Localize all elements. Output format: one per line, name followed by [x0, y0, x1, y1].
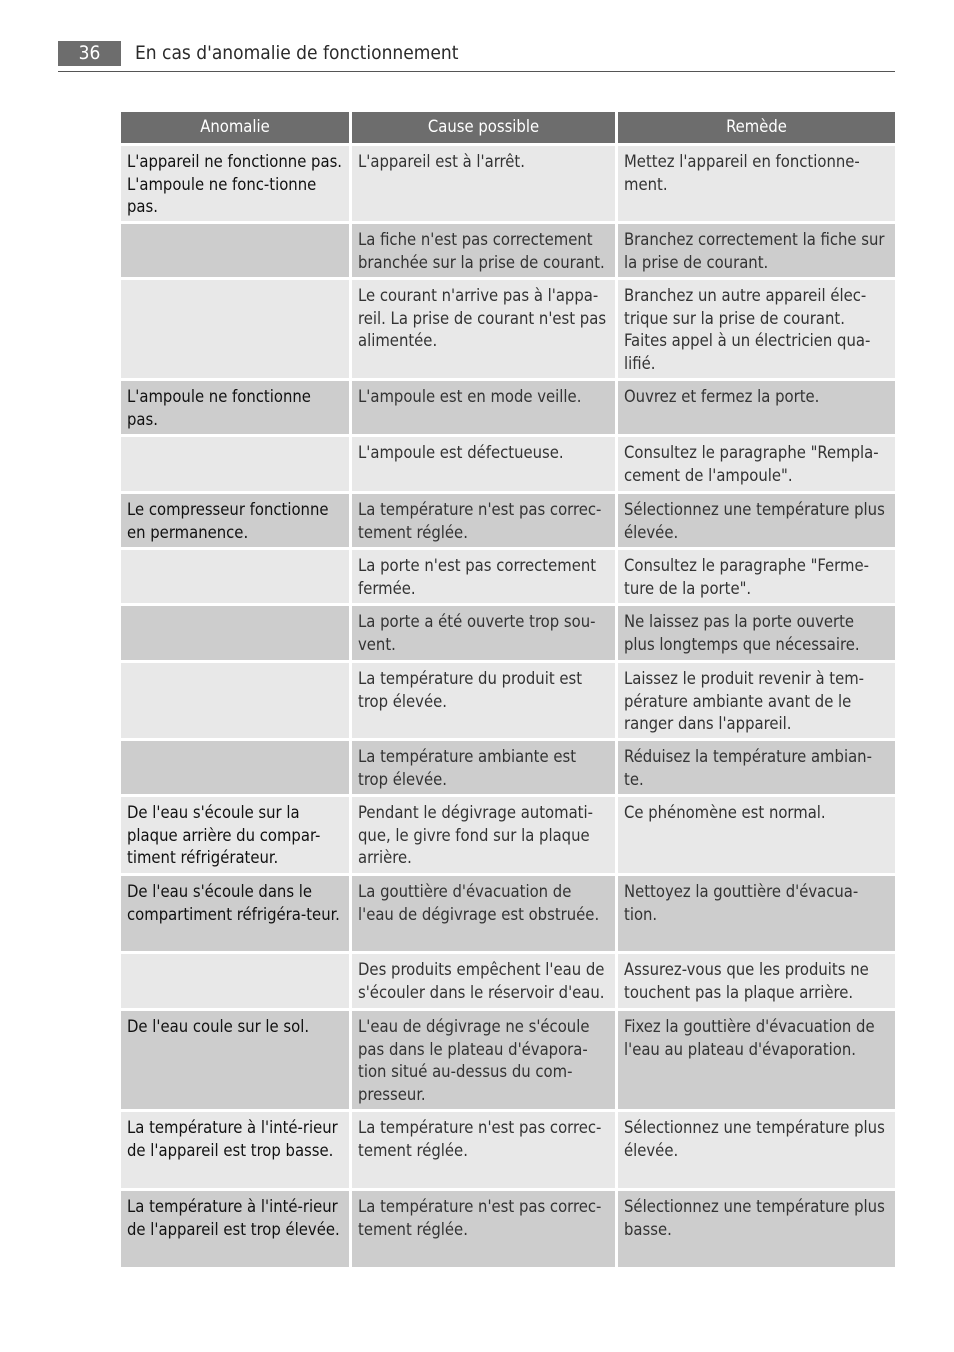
remede-cell: Branchez un autre appareil élec-trique sur la prise de courant. Faites appel à un électricien qua-lifié.	[618, 280, 895, 381]
anomalie-cell: Le compresseur fonctionne en permanence.	[121, 494, 352, 550]
anomalie-cell: L'appareil ne fonctionne pas. L'ampoule ne fonc-tionne pas.	[121, 146, 352, 224]
table-row	[121, 1191, 895, 1270]
table-row	[121, 606, 895, 663]
table-row	[121, 550, 895, 606]
troubleshooting-table	[121, 112, 895, 1270]
anomalie-cell	[121, 280, 352, 381]
cause-cell: Pendant le dégivrage automati-que, le givre fond sur la plaque arrière.	[352, 797, 618, 876]
anomalie-cell	[121, 550, 352, 606]
remede-cell: Réduisez la température ambian-te.	[618, 741, 895, 797]
cause-cell: La porte a été ouverte trop sou-vent.	[352, 606, 618, 663]
cause-cell: Le courant n'arrive pas à l'appa-reil. La prise de courant n'est pas alimentée.	[352, 280, 618, 381]
table-row	[121, 876, 895, 954]
table-row	[121, 1011, 895, 1112]
table-row	[121, 146, 895, 224]
table-row	[121, 663, 895, 741]
column-header-cause: Cause possible	[352, 112, 618, 146]
cause-cell: L'ampoule est défectueuse.	[352, 437, 618, 494]
remede-cell: Consultez le paragraphe "Rempla-cement de l'ampoule".	[618, 437, 895, 494]
cause-cell: La température ambiante est trop élevée.	[352, 741, 618, 797]
section-title: En cas d'anomalie de fonctionnement	[135, 42, 459, 64]
table-row	[121, 1112, 895, 1191]
table-row	[121, 741, 895, 797]
remede-cell: Assurez-vous que les produits ne touchent pas la plaque arrière.	[618, 954, 895, 1011]
anomalie-cell: La température à l'inté-rieur de l'appareil est trop basse.	[121, 1112, 352, 1191]
remede-cell: Sélectionnez une température plus basse.	[618, 1191, 895, 1270]
table-row	[121, 381, 895, 437]
anomalie-cell: De l'eau coule sur le sol.	[121, 1011, 352, 1112]
remede-cell: Laissez le produit revenir à tem-pérature ambiante avant de le ranger dans l'appareil.	[618, 663, 895, 741]
table-row	[121, 437, 895, 494]
anomalie-cell: De l'eau s'écoule dans le compartiment réfrigéra-teur.	[121, 876, 352, 954]
page-number: 36	[58, 41, 121, 66]
remede-cell: Nettoyez la gouttière d'évacua-tion.	[618, 876, 895, 954]
table-header-row	[121, 112, 895, 146]
remede-cell: Sélectionnez une température plus élevée.	[618, 494, 895, 550]
anomalie-cell: De l'eau s'écoule sur la plaque arrière du compar-timent réfrigérateur.	[121, 797, 352, 876]
anomalie-cell	[121, 224, 352, 280]
table-row	[121, 280, 895, 381]
remede-cell: Ne laissez pas la porte ouverte plus longtemps que nécessaire.	[618, 606, 895, 663]
anomalie-cell: L'ampoule ne fonctionne pas.	[121, 381, 352, 437]
remede-cell: Branchez correctement la fiche sur la prise de courant.	[618, 224, 895, 280]
remede-cell: Fixez la gouttière d'évacuation de l'eau au plateau d'évaporation.	[618, 1011, 895, 1112]
remede-cell: Consultez le paragraphe "Ferme-ture de la porte".	[618, 550, 895, 606]
cause-cell: La température n'est pas correc-tement réglée.	[352, 494, 618, 550]
cause-cell: L'ampoule est en mode veille.	[352, 381, 618, 437]
remede-cell: Ce phénomène est normal.	[618, 797, 895, 876]
cause-cell: La fiche n'est pas correctement branchée sur la prise de courant.	[352, 224, 618, 280]
cause-cell: La température n'est pas correc-tement réglée.	[352, 1112, 618, 1191]
anomalie-cell	[121, 437, 352, 494]
column-header-anomalie: Anomalie	[121, 112, 352, 146]
anomalie-cell: La température à l'inté-rieur de l'appareil est trop élevée.	[121, 1191, 352, 1270]
cause-cell: La température du produit est trop élevée.	[352, 663, 618, 741]
cause-cell: La gouttière d'évacuation de l'eau de dégivrage est obstruée.	[352, 876, 618, 954]
cause-cell: La porte n'est pas correctement fermée.	[352, 550, 618, 606]
anomalie-cell	[121, 741, 352, 797]
table-row	[121, 797, 895, 876]
cause-cell: L'eau de dégivrage ne s'écoule pas dans le plateau d'évapora-tion situé au-dessus du com-presseur.	[352, 1011, 618, 1112]
cause-cell: L'appareil est à l'arrêt.	[352, 146, 618, 224]
cause-cell: La température n'est pas correc-tement réglée.	[352, 1191, 618, 1270]
anomalie-cell	[121, 606, 352, 663]
anomalie-cell	[121, 663, 352, 741]
remede-cell: Mettez l'appareil en fonctionne-ment.	[618, 146, 895, 224]
remede-cell: Ouvrez et fermez la porte.	[618, 381, 895, 437]
page-header	[58, 39, 895, 72]
table-row	[121, 224, 895, 280]
table-row	[121, 954, 895, 1011]
table-row	[121, 494, 895, 550]
cause-cell: Des produits empêchent l'eau de s'écouler dans le réservoir d'eau.	[352, 954, 618, 1011]
anomalie-cell	[121, 954, 352, 1011]
column-header-remede: Remède	[618, 112, 895, 146]
remede-cell: Sélectionnez une température plus élevée.	[618, 1112, 895, 1191]
